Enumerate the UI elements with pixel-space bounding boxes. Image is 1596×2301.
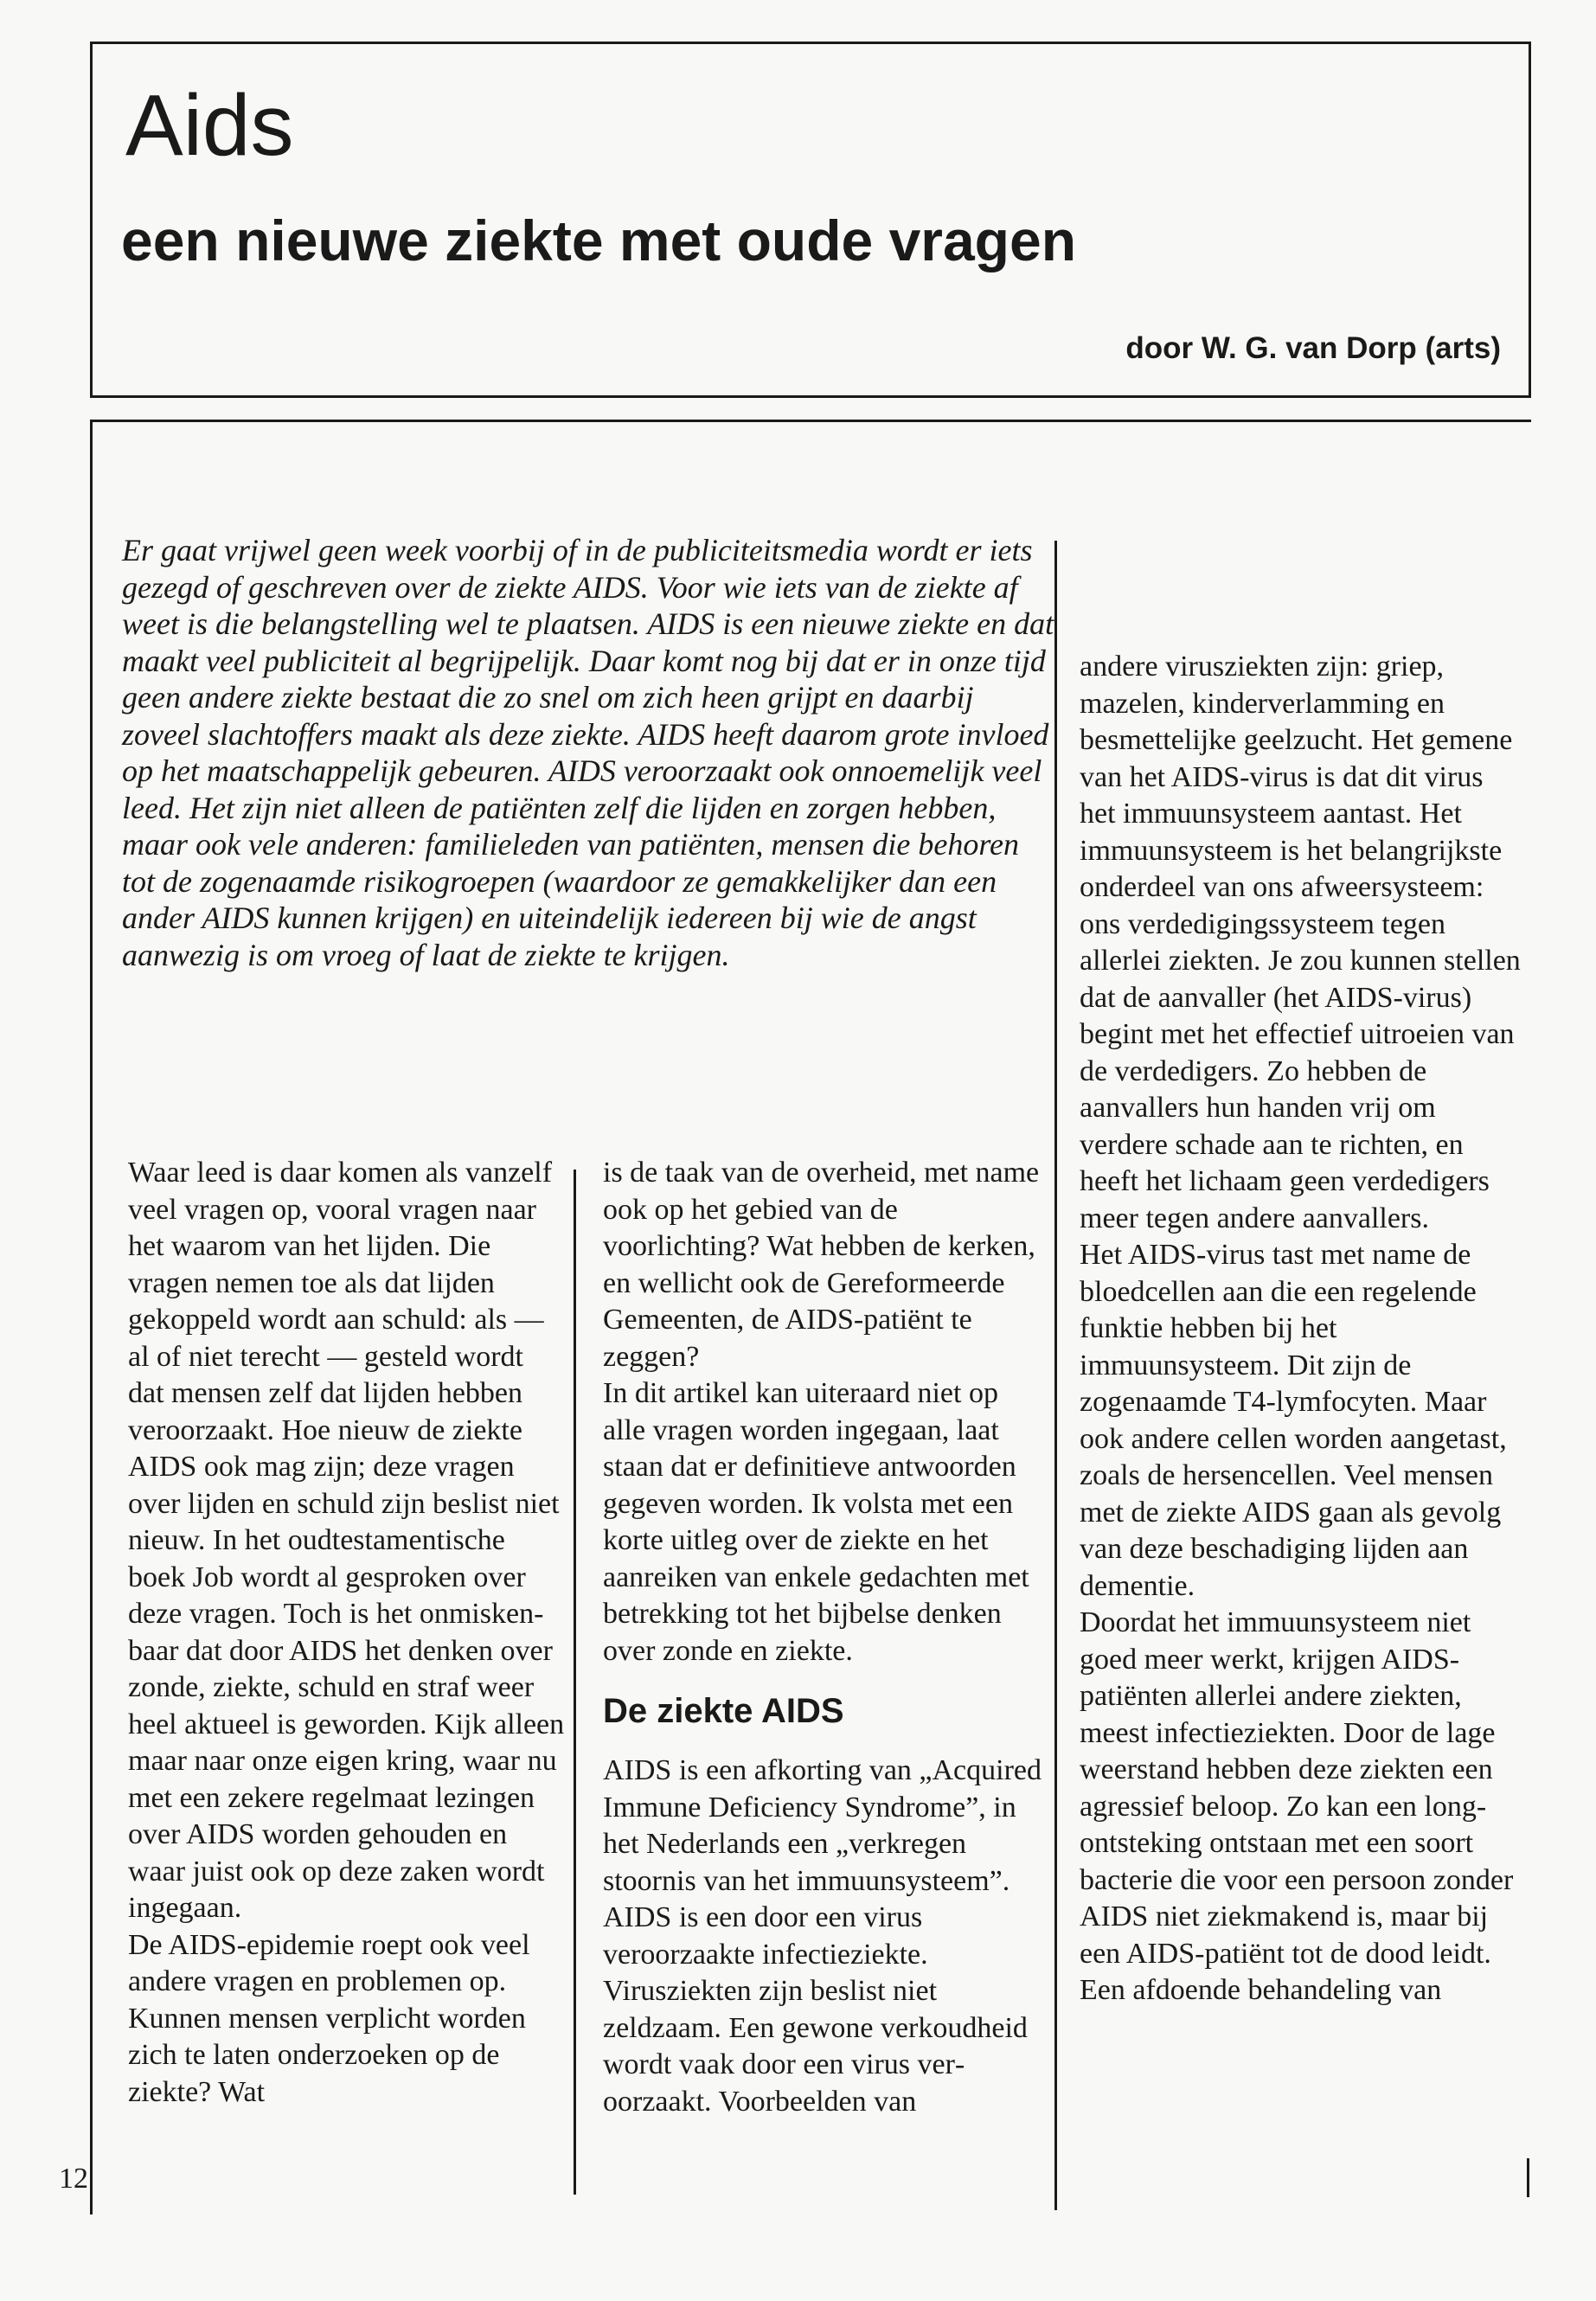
body-paragraph: Waar leed is daar komen als vanzelf veel vragen op, vooral vragen naar het waarom van het lijden. Die vragen nemen toe als dat lijden gekoppeld wordt aan schuld: als — al of niet terecht — gesteld wordt dat mensen zelf dat lijden hebben veroorzaakt. Hoe nieuw de ziekte AIDS ook mag zijn; deze vragen over lijden en schuld zijn beslist niet nieuw. In het oudtestamentische boek Job wordt al gesproken over deze vragen. Toch is het onmiskenbaar dat door AIDS het denken over zonde, ziekte, schuld en straf weer heel aktueel is geworden. Kijk alleen maar naar onze eigen kring, waar nu met een zekere regelmaat lezingen over AIDS worden gehouden en waar juist ook op deze zaken wordt ingegaan. (128, 1157, 565, 1924)
column-divider-2 (1054, 541, 1057, 2210)
column-divider-1 (574, 1170, 576, 2195)
article-subtitle: een nieuwe ziekte met oude vragen (121, 208, 1077, 272)
section-heading: De ziekte AIDS (603, 1692, 844, 1730)
article-title: Aids (125, 77, 294, 174)
body-paragraph: Het AIDS-virus tast met name de bloedcellen aan die een regelende funktie hebben bij het immuunsysteem. Dit zijn de zogenaamde T4-lymfocyten. Maar ook andere cellen worden aangetast, zoals de hersencellen. Veel mensen met de ziekte AIDS gaan als gevolg van deze beschadiging lijden aan dementie. (1080, 1239, 1507, 1602)
column-3 (1080, 649, 1521, 2009)
body-paragraph: De AIDS-epidemie roept ook veel andere vragen en problemen op. Kunnen mensen verplicht worden zich te laten onderzoeken op de ziekte? Wat (128, 1928, 530, 2108)
page-number: 12 (59, 2163, 88, 2195)
column-2 (603, 1155, 1044, 2120)
header-rule (90, 420, 1531, 422)
body-paragraph: andere virusziekten zijn: griep, mazelen, kinderverlamming en besmettelijke geelzucht. Het gemene van het AIDS-virus is dat dit virus het immuunsysteem aantast. Het immuunsysteem is het belangrijkste onderdeel van ons afweersysteem: ons verdedigingssysteem tegen allerlei ziekten. Je zou kunnen stellen dat de aanvaller (het AIDS-virus) begint met het effectief uitroeien van de verdedigers. Zo hebben de aanvallers hun handen vrij om verdere schade aan te richten, en heeft het lichaam geen verdedigers meer tegen andere aanvallers. (1080, 651, 1521, 1234)
body-paragraph: is de taak van de overheid, met name ook op het gebied van de voorlichting? Wat hebben de kerken, en wellicht ook de Gereformeerde Gemeenten, de AIDS-patiënt te zeggen? (603, 1157, 1040, 1373)
author-byline: door W. G. van Dorp (arts) (1125, 331, 1501, 365)
column-end-mark (1527, 2158, 1529, 2197)
column-1 (128, 1155, 565, 2111)
body-paragraph: AIDS is een afkorting van „Acquired Immune Deficiency Syndrome”, in het Nederlands een „verkregen stoornis van het immuunsysteem”. AIDS is een door een virus veroorzaakte infectieziekte. Virusziekten zijn beslist niet zeldzaam. Een gewone verkoudheid wordt vaak door een virus veroorzaakt. Voorbeelden van (603, 1754, 1042, 2118)
intro-paragraph: Er gaat vrijwel geen week voorbij of in de publiciteitsmedia wordt er iets gezegd of geschreven over de ziekte AIDS. Voor wie iets van de ziekte af weet is die belangstelling wel te plaatsen. AIDS is een nieuwe ziekte en dat maakt veel publiciteit al begrijpelijk. Daar komt nog bij dat er in onze tijd geen andere ziekte bestaat die zo snel om zich heen grijpt en daarbij zoveel slachtoffers maakt als deze ziekte. AIDS heeft daarom grote invloed op het maatschappelijk gebeuren. AIDS veroorzaakt ook onnoemelijk veel leed. Het zijn niet alleen de patiënten zelf die lijden en zorgen hebben, maar ook vele anderen: familieleden van patiënten, mensen die behoren tot de zogenaamde risikogroepen (waardoor ze gemakkelijker dan een ander AIDS kunnen krijgen) en uiteindelijk iedereen bij wie de angst aanwezig is om vroeg of laat de ziekte te krijgen. (122, 533, 1054, 972)
body-paragraph: Doordat het immuunsysteem niet goed meer werkt, krijgen AIDS-patiënten allerlei andere ziekten, meest infectieziekten. Door de lage weerstand hebben deze ziekten een agressief beloop. Zo kan een longontsteking ontstaan met een soort bacterie die voor een persoon zonder AIDS niet ziekmakend is, maar bij een AIDS-patiënt tot de dood leidt. Een afdoende behandeling van (1080, 1606, 1514, 2006)
body-paragraph: In dit artikel kan uiteraard niet op alle vragen worden ingegaan, laat staan dat er definitieve antwoorden gegeven worden. Ik volsta met een korte uitleg over de ziekte en het aanreiken van enkele gedachten met betrekking tot het bijbelse denken over zonde en ziekte. (603, 1377, 1029, 1667)
left-border-rule (90, 420, 93, 2214)
